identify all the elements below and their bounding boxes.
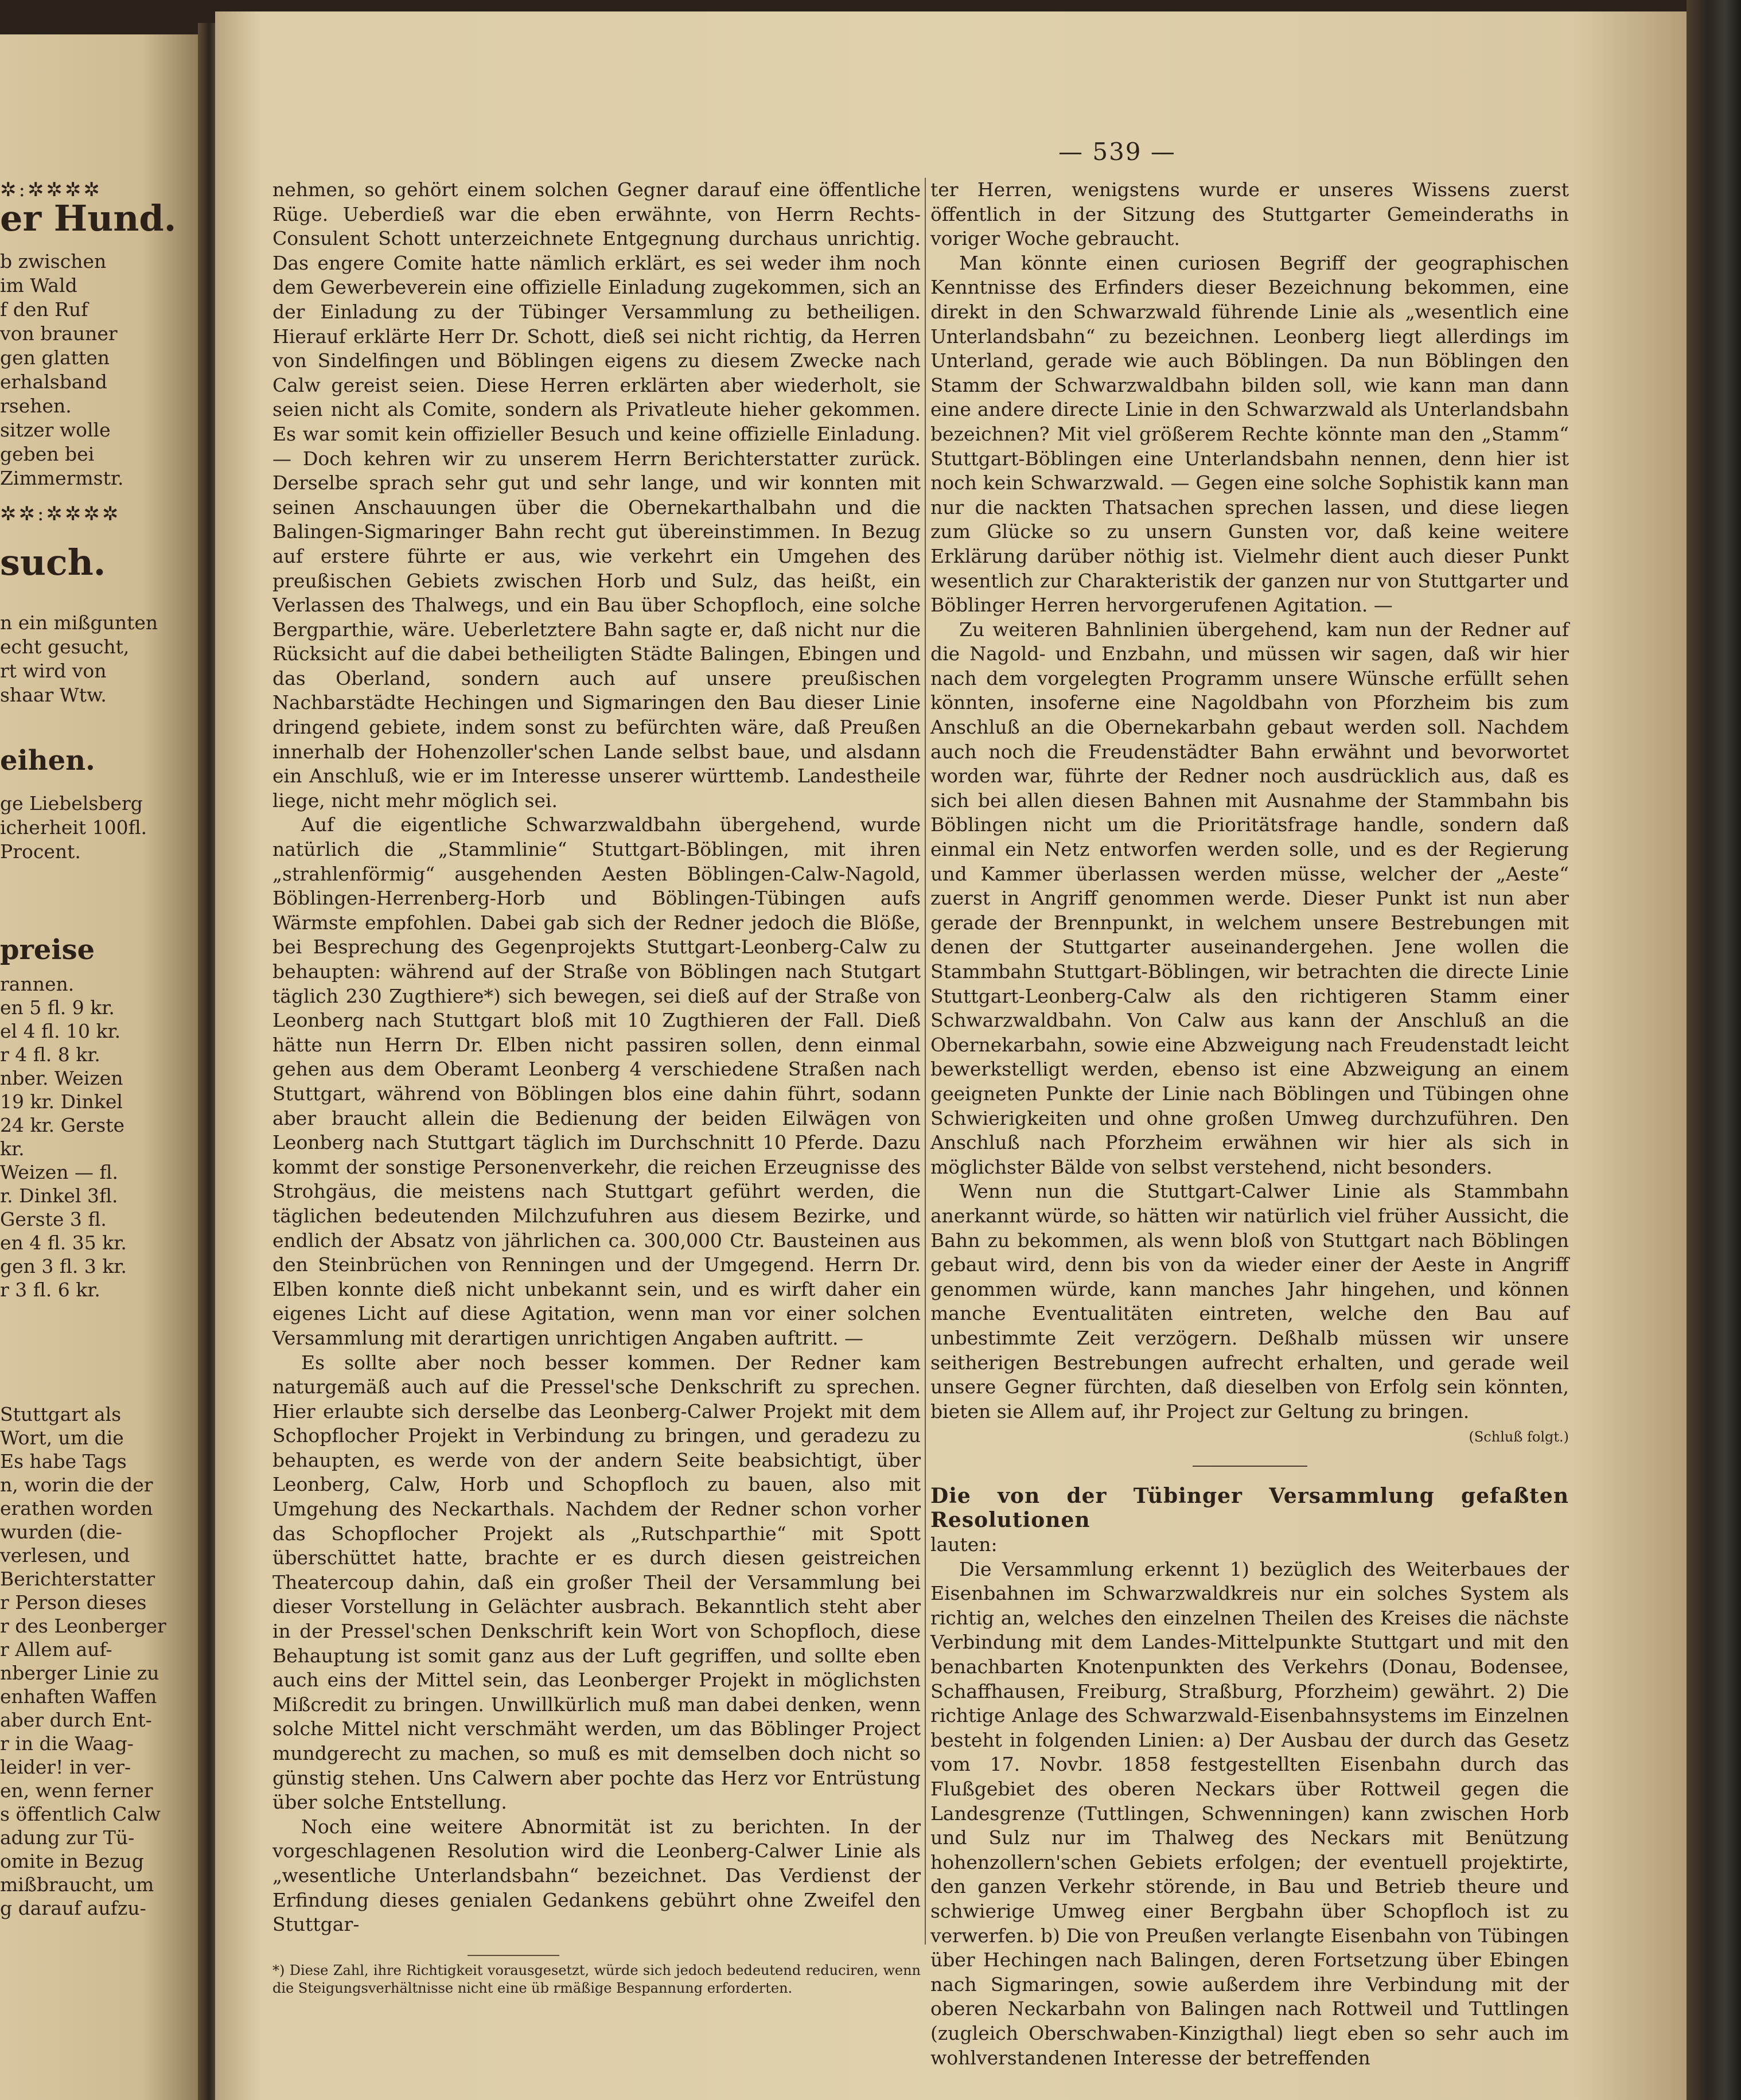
left-page-line: verlesen, und bbox=[0, 1544, 130, 1567]
left-page-line: von brauner bbox=[0, 322, 118, 345]
left-page-line: echt gesucht, bbox=[0, 636, 130, 658]
left-page-line: en, wenn ferner bbox=[0, 1779, 153, 1802]
left-page-line: icherheit 100fl. bbox=[0, 816, 147, 839]
left-page-line: rannen. bbox=[0, 973, 75, 995]
left-page-line: Es habe Tags bbox=[0, 1450, 127, 1472]
left-page-line: omite in Bezug bbox=[0, 1850, 144, 1872]
footnote-rule bbox=[468, 1955, 559, 1956]
paragraph: Die Versammlung erkennt 1) bezüglich des Weiterbaues der Eisenbahnen im Schwarzwaldkreis nur ein solches System als richtig an, welches den einzelnen Theilen des Kreises die nächste Verbindung mit dem Landes-Mittelpunkte Stuttgart und mit den benachbarten Knotenpunkten des Verkehrs (Donau, Bodensee, Schaffhausen, Freiburg, Straßburg, Pforzheim) gewährt. 2) Die richtige Anlage des Schwarzwald-Eisenbahnsystems im Einzelnen besteht in folgenden Linien: a) Der Ausbau der durch das Gesetz vom 17. Novbr. 1858 festgestellten Eisenbahn durch das Flußgebiet des oberen Neckars über Rottweil gegen die Landesgrenze (Tuttlingen, Schwenningen) kann zwischen Horb und Sulz nur im Thalweg des Neckars mit Benützung hohenzollern'schen Gebiets erfolgen; der eventuell projektirte, den ganzen Verkehr störende, in Bau und Betrieb theure und schwierige Umweg einer Bergbahn über Schopfloch ist zu verwerfen. b) Die von Preußen verlangte Eisenbahn von Tübingen über Hechingen nach Balingen, deren Fortsetzung über Ebingen nach Sigmaringen, sowie außerdem ihre Verbindung mit der oberen Neckarbahn von Balingen nach Rottweil und Tuttlingen (zugleich Oberschwaben-Kinzigthal) liegt eben so sehr auch im wohlverstandenen Interesse der betreffenden bbox=[930, 1557, 1569, 2069]
paragraph: Man könnte einen curiosen Begriff der geographischen Kenntnisse des Erfinders dieser Bezeichnung bekommen, eine direkt in den Schwarzwald führende Linie als „wesentlich eine Unterlandsbahn“ zu bezeichnen. Leonberg liegt allerdings im Unterland, gerade wie auch Böblingen. Da nun Böblingen den Stamm der Schwarzwaldbahn bilden soll, wie kann man dann eine andere directe Linie in den Schwarzwald als Unterlandsbahn bezeichnen? Mit viel größerem Rechte könnte man den „Stamm“ Stuttgart-Böblingen eine Unterlandsbahn nennen, denn hier ist noch kein Schwarzwald. — Gegen eine solche Sophistik kann man nur die nackten Thatsachen sprechen lassen, und diese liegen zum Glücke so zu unsern Gunsten vor, daß keine weitere Erklärung darüber nöthig ist. Vielmehr dient auch dieser Punkt wesentlich zur Charakteristik der ganzen nur von Stuttgarter und Böblinger Herren hervorgerufenen Agitation. — bbox=[930, 251, 1569, 617]
left-page-line: b zwischen bbox=[0, 250, 107, 272]
left-page-line: el 4 fl. 10 kr. bbox=[0, 1020, 121, 1042]
section-divider bbox=[1193, 1466, 1307, 1467]
section-heading: Die von der Tübinger Versammlung gefaßten Resolutionen bbox=[930, 1483, 1569, 1533]
left-page-line: en 5 fl. 9 kr. bbox=[0, 996, 115, 1019]
right-page bbox=[215, 11, 1695, 2100]
left-page-line: s öffentlich Calw bbox=[0, 1803, 161, 1825]
left-page-line: im Wald bbox=[0, 274, 77, 297]
left-page-line: Procent. bbox=[0, 840, 81, 863]
ornament-stars: ✲✲:✲✲✲✲ bbox=[0, 502, 121, 525]
left-page-line: r 3 fl. 6 kr. bbox=[0, 1279, 100, 1301]
left-heading-leihen: eihen. bbox=[0, 745, 95, 777]
left-page-line: adung zur Tü- bbox=[0, 1826, 135, 1849]
left-page-fragment bbox=[0, 34, 204, 2100]
left-page-line: en 4 fl. 35 kr. bbox=[0, 1232, 127, 1254]
left-page-line: mißbraucht, um bbox=[0, 1873, 154, 1896]
left-page-line: Gerste 3 fl. bbox=[0, 1208, 107, 1230]
left-heading-preise: preise bbox=[0, 934, 95, 966]
left-page-line: f den Ruf bbox=[0, 298, 88, 321]
book-binding bbox=[1687, 0, 1741, 2100]
left-page-line: r. Dinkel 3fl. bbox=[0, 1185, 118, 1207]
left-page-line: nber. Weizen bbox=[0, 1067, 123, 1089]
left-page-line: Wort, um die bbox=[0, 1427, 124, 1449]
paragraph: Auf die eigentliche Schwarzwaldbahn übergehend, wurde natürlich die „Stammlinie“ Stuttgart-Böblingen, mit ihren „strahlenförmig“ ausgehenden Aesten Böblingen-Calw-Nagold, Böblingen-Herrenberg-Horb und Böblingen-Tübingen aufs Wärmste empfohlen. Dabei gab sich der Redner jedoch die Blöße, bei Besprechung des Gegenprojekts Stuttgart-Leonberg-Calw zu behaupten: während auf der Straße von Böblingen nach Stutgart täglich 230 Zugthiere*) sich bewegen, sei dieß auf der Straße von Leonberg nach Stuttgart bloß mit 10 Zugthieren der Fall. Dieß hätte nun Herrn Dr. Elben nicht passiren sollen, denn einmal gehen aus dem Oberamt Leonberg 4 verschiedene Straßen nach Stuttgart, während von Böblingen blos eine dahin führt, sodann aber braucht allein die Bedienung der beiden Eilwägen von Leonberg nach Stuttgart täglich im Durchschnitt 10 Pferde. Dazu kommt der sonstige Personenverkehr, die reichen Erzeugnisse des Strohgäus, die meistens nach Stuttgart geführt werden, die täglichen bedeutenden Milchzufuhren aus diesem Bezirke, und endlich der Absatz von jährlichen ca. 300,000 Ctr. Bausteinen aus den Steinbrüchen von Renningen und der Umgegend. Herrn Dr. Elben konnte dieß nicht unbekannt sein, und es wirft daher ein eigenes Licht auf diese Agitation, wenn man vor einer solchen Versammlung mit derartigen unrichtigen Angaben auftritt. — bbox=[272, 813, 921, 1349]
paragraph: nehmen, so gehört einem solchen Gegner darauf eine öffentliche Rüge. Ueberdieß war die eben erwähnte, von Herrn Rechts-Consulent Schott unterzeichnete Entgegnung durchaus unrichtig. Das engere Comite hatte nämlich erklärt, es sei weder ihm noch dem Gewerbeverein eine offizielle Einladung zugekommen, sich an der Einladung zu der Tübinger Versammlung zu betheiligen. Hierauf erklärte Herr Dr. Schott, dieß sei nicht richtig, da Herren von Sindelfingen und Böblingen eigens zu diesem Zwecke nach Calw gereist seien. Diese Herren erklärten aber wiederholt, sie seien nicht als Comite, sondern als Privatleute hieher gekommen. Es war somit kein offizieller Besuch und keine offizielle Einladung. — Doch kehren wir zu unserem Herrn Berichterstatter zurück. Derselbe sprach sehr gut und sehr lange, und wir konnten mit seinen Anschauungen über die Obernekarthalbahn und die Balingen-Sigmaringer Bahn recht gut übereinstimmen. In Bezug auf erstere führte er aus, wie verkehrt ein Umgehen des preußischen Gebiets zwischen Horb und Sulz, das heißt, ein Verlassen des Thalwegs, und ein Bau über Schopfloch, eine solche Bergparthie, wäre. Ueberletztere Bahn sagte er, daß nicht nur die Rücksicht auf die dabei betheiligten Städte Balingen, Ebingen und das Oberland, sondern auch auf unsere preußischen Nachbarstädte Hechingen und Sigmaringen den Bau dieser Linie dringend gebiete, indem sonst zu befürchten wäre, daß Preußen innerhalb der Hohenzoller'schen Lande selbst baue, und alsdann ein Anschluß, wie er im Interesse unserer württemb. Landestheile liege, nicht mehr möglich sei. bbox=[272, 178, 921, 812]
left-page-line: n ein mißgunten bbox=[0, 611, 158, 634]
left-page-line: ge Liebelsberg bbox=[0, 792, 143, 815]
left-page-line: nberger Linie zu bbox=[0, 1662, 159, 1684]
left-page-line: kr. bbox=[0, 1137, 25, 1160]
continued-note: (Schluß folgt.) bbox=[1469, 1429, 1569, 1446]
left-page-line: gen 3 fl. 3 kr. bbox=[0, 1255, 127, 1277]
left-page-line: aber durch Ent- bbox=[0, 1709, 152, 1731]
left-page-line: rsehen. bbox=[0, 395, 72, 417]
heading-tail: lauten: bbox=[930, 1533, 998, 1556]
left-page-line: erhalsband bbox=[0, 371, 107, 393]
left-page-line: shaar Wtw. bbox=[0, 684, 107, 706]
left-page-line: leider! in ver- bbox=[0, 1756, 131, 1778]
paragraph: Es sollte aber noch besser kommen. Der Redner kam naturgemäß auch auf die Pressel'sche Denkschrift zu sprechen. Hier erlaubte sich derselbe das Leonberg-Calwer Projekt mit dem Schopflocher Projekt in Verbindung zu bringen, und geradezu zu behaupten, es werde von der andern Seite beabsichtigt, über Leonberg, Calw, Horb und Schopfloch zu bauen, also mit Umgehung des Neckarthals. Nachdem der Redner schon vorher das Schopflocher Projekt als „Rutschparthie“ mit Spott überschüttet hatte, brachte er es durch diesen geistreichen Theatercoup dahin, daß ein großer Theil der Versammlung bei dieser Vorstellung in Gelächter ausbrach. Bekanntlich steht aber in der Pressel'schen Denkschrift kein Wort von Schopfloch, diese Behauptung ist somit ganz aus der Luft gegriffen, und sollte eben auch eins der Mittel sein, das Leonberger Projekt in möglichsten Mißcredit zu bringen. Unwillkürlich muß man dabei denken, wenn solche Mittel nicht verschmäht werden, um das Böblinger Project mundgerecht zu machen, so muß es mit demselben doch nicht so günstig stehen. Uns Calwern aber pochte das Herz vor Entrüstung über solche Entstellung. bbox=[272, 1351, 921, 1814]
left-page-line: r Person dieses bbox=[0, 1591, 147, 1614]
left-page-line: Zimmermstr. bbox=[0, 467, 124, 489]
left-page-line: rt wird von bbox=[0, 660, 107, 682]
left-page-line: 19 kr. Dinkel bbox=[0, 1090, 123, 1113]
column-rule bbox=[925, 178, 926, 1945]
left-page-line: wurden (die- bbox=[0, 1521, 122, 1543]
paragraph: Wenn nun die Stuttgart-Calwer Linie als Stammbahn anerkannt würde, so hätten wir natürlich viel früher Aussicht, die Bahn zu bekommen, als wenn bloß von Stuttgart nach Böblingen gebaut wird, denn bis von da wieder einer der Aeste in Angriff genommen würde, kann manches Jahr hingehen, und können manche Eventualitäten eintreten, welche den Bau auf unbestimmte Zeit verzögern. Deßhalb müssen wir unsere seitherigen Bestrebungen aufrecht erhalten, und gerade weil unsere Gegner fürchten, daß dieselben von Erfolg sein könnten, bieten sie Allem auf, ihr Project zur Geltung zu bringen. bbox=[930, 1180, 1569, 1423]
left-page-line: r des Leonberger bbox=[0, 1615, 166, 1637]
left-heading-such: such. bbox=[0, 541, 106, 583]
page-number: — 539 — bbox=[1058, 138, 1176, 166]
left-page-line: 24 kr. Gerste bbox=[0, 1114, 124, 1136]
left-page-line: Weizen — fl. bbox=[0, 1161, 118, 1183]
left-page-line: erathen worden bbox=[0, 1497, 153, 1520]
left-page-line: gen glatten bbox=[0, 346, 110, 369]
footnote: *) Diese Zahl, ihre Richtigkeit vorausgesetzt, würde sich jedoch bedeutend reduciren, wenn die Steigungsverhältnisse nicht eine üb rmäßige Bespannung erforderten. bbox=[272, 1962, 921, 1996]
left-heading-hund: er Hund. bbox=[0, 197, 177, 239]
paragraph: ter Herren, wenigstens wurde er unseres Wissens zuerst öffentlich in der Sitzung des Stuttgarter Gemeinderaths in voriger Woche gebraucht. bbox=[930, 178, 1569, 250]
left-page-line: r in die Waag- bbox=[0, 1732, 134, 1755]
paragraph: Zu weiteren Bahnlinien übergehend, kam nun der Redner auf die Nagold- und Enzbahn, und müssen wir sagen, daß wir hier nach dem vorgelegten Programm unsere Wünsche erfüllt sehen könnten, insoferne eine Nagoldbahn von Pforzheim bis zum Anschluß an die Obernekarbahn gebaut werden soll. Nachdem auch noch die Freudenstädter Bahn erwähnt und bevorwortet worden war, führte der Redner noch ausdrücklich aus, daß es sich bei allen diesen Bahnen mit Ausnahme der Stammbahn bis Böblingen nicht um die Prioritätsfrage handle, sondern daß einmal ein Netz entworfen werden solle, und es der Regierung und Kammer überlassen werden müsse, welcher der „Aeste“ zuerst in Angriff genommen werde. Dieser Punkt ist nun aber gerade der Brennpunkt, in welchem unsere Bestrebungen mit denen der Stuttgarter auseinandergehen. Jene wollen die Stammbahn Stuttgart-Böblingen, wir betrachten die directe Linie Stuttgart-Leonberg-Calw als den richtigeren Stamm einer Schwarzwaldbahn. Von Calw aus kann der Anschluß an die Obernekarbahn, sowie eine Abzweigung nach Freudenstadt leicht bewerkstelligt werden, ebenso ist eine Abzweigung an einem geeigneten Punkte der Linie nach Böblingen und Tübingen ohne Schwierigkeiten und ohne großen Umweg durchzuführen. Den Anschluß nach Pforzheim erwähnen wir hier als sich in möglichster Bälde von selbst verstehend, nicht besonders. bbox=[930, 618, 1569, 1178]
paragraph: Noch eine weitere Abnormität ist zu berichten. In der vorgeschlagenen Resolution wird die Leonberg-Calwer Linie als „wesentliche Unterlandsbahn“ bezeichnet. Das Verdienst der Erfindung dieses genialen Gedankens gebührt ohne Zweifel den Stuttgar- bbox=[272, 1815, 921, 1936]
left-page-line: g darauf aufzu- bbox=[0, 1897, 146, 1919]
left-page-line: geben bei bbox=[0, 443, 95, 465]
left-page-line: n, worin die der bbox=[0, 1474, 153, 1496]
left-page-line: r 4 fl. 8 kr. bbox=[0, 1043, 100, 1066]
left-page-line: Stuttgart als bbox=[0, 1403, 122, 1425]
column-right bbox=[930, 178, 1569, 2070]
ornament-stars: ✲:✲✲✲✲ bbox=[0, 178, 102, 201]
left-page-line: Berichterstatter bbox=[0, 1568, 155, 1590]
left-page-line: sitzer wolle bbox=[0, 419, 111, 441]
column-left bbox=[272, 178, 921, 1937]
left-page-line: r Allem auf- bbox=[0, 1638, 112, 1661]
left-page-line: enhaften Waffen bbox=[0, 1685, 157, 1708]
